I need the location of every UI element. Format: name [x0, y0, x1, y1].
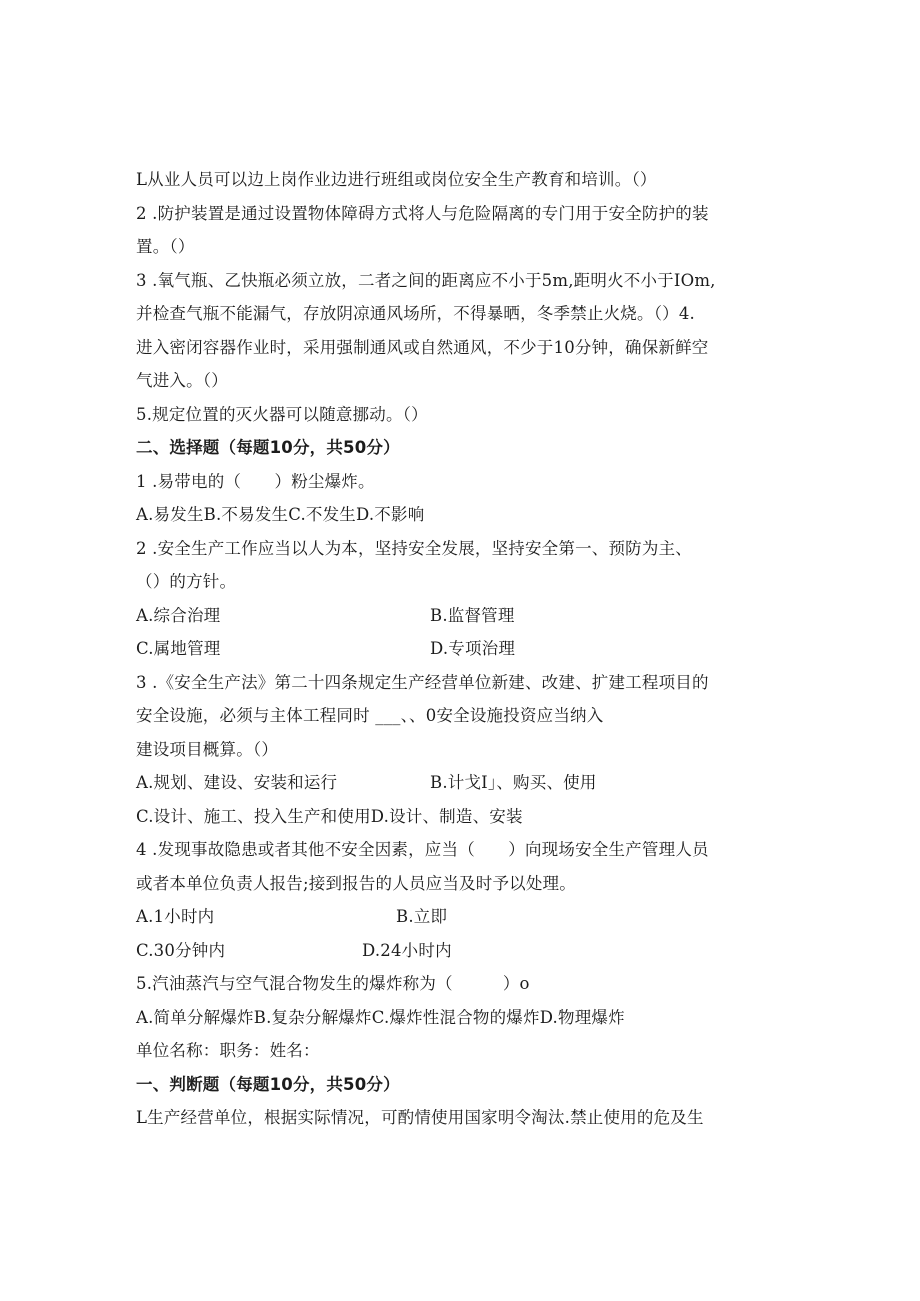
judgment-question-3-line-2: 并检查气瓶不能漏气，存放阴凉通风场所，不得暴晒，冬季禁止火烧。（）4. [136, 304, 695, 323]
judgment-question-5: 5.规定位置的灭火器可以随意挪动。（） [136, 404, 428, 424]
judgment-question-2-line-1: 2 .防护装置是通过设置物体障碍方式将人与危险隔离的专门用于安全防护的装 [136, 203, 709, 223]
option-a: A.综合治理 [136, 605, 221, 625]
option-c: C.属地管理 [136, 639, 221, 658]
judgment-question-4-line-2: 气进入。（） [136, 371, 228, 390]
choice-question-3-line-1: 3 .《安全生产法》第二十四条规定生产经营单位新建、改建、扩建工程项目的 [136, 672, 709, 692]
choice-question-3-line-3: 建设项目概算。（） [136, 739, 279, 759]
option-b: B.计戈I」、购买、使用 [430, 773, 597, 792]
choice-question-2-line-2: （）的方针。 [136, 572, 237, 591]
choice-question-3-options-ab [136, 766, 786, 800]
choice-question-4-options-ab [136, 900, 786, 934]
choice-question-3-line-2: 安全设施，必须与主体工程同时 ___、、0安全设施投资应当纳入 [136, 706, 604, 725]
judgment-question-3-line-1: 3 .氧气瓶、乙快瓶必须立放，二者之间的距离应不小于5m,距明火不小于IOm, [136, 270, 716, 290]
option-c: C.30分钟内 [136, 940, 226, 960]
option-d: D.专项治理 [430, 639, 516, 658]
judgment-question-1: L从业人员可以边上岗作业边进行班组或岗位安全生产教育和培训。（） [136, 170, 657, 189]
option-a: A.规划、建设、安装和运行 [136, 773, 338, 792]
choice-question-4-options-cd [136, 934, 786, 968]
info-line: 单位名称：职务：姓名： [136, 1041, 320, 1060]
judgment-section-heading: 一、判断题（每题10分，共50分） [136, 1074, 400, 1094]
option-a: A.1小时内 [136, 907, 215, 926]
choice-question-4-line-1: 4 .发现事故隐患或者其他不安全因素，应当（ ）向现场安全生产管理人员 [136, 840, 709, 859]
choice-section-heading: 二、选择题（每题10分，共50分） [136, 438, 400, 457]
judgment-question-4-line-1: 进入密闭容器作业时，采用强制通风或自然通风，不少于10分钟，确保新鲜空 [136, 337, 709, 357]
choice-question-3-options-cd: C.设计、施工、投入生产和使用D.设计、制造、安装 [136, 806, 523, 826]
choice-question-4-line-2: 或者本单位负责人报告;接到报告的人员应当及时予以处理。 [136, 873, 576, 893]
judgment-section-question-1: L生产经营单位，根据实际情况，可酌情使用国家明令淘汰.禁止使用的危及生 [136, 1108, 704, 1127]
option-b: B.立即 [396, 907, 448, 926]
judgment-question-2-line-2: 置。（） [136, 237, 195, 256]
choice-question-5-options: A.简单分解爆炸B.复杂分解爆炸C.爆炸性混合物的爆炸D.物理爆炸 [136, 1007, 625, 1027]
document-body [136, 163, 786, 1135]
option-b: B.监督管理 [430, 605, 515, 625]
option-d: D.24小时内 [362, 940, 452, 960]
choice-question-2-options-cd [136, 632, 786, 666]
choice-question-1: 1 .易带电的（ ）粉尘爆炸。 [136, 471, 375, 491]
choice-question-2-options-ab [136, 599, 786, 633]
choice-question-2-line-1: 2 .安全生产工作应当以人为本，坚持安全发展，坚持安全第一、预防为主、 [136, 538, 692, 558]
choice-question-1-options: A.易发生B.不易发生C.不发生D.不影响 [136, 505, 425, 524]
choice-question-5: 5.汽油蒸汽与空气混合物发生的爆炸称为（ ）o [136, 974, 530, 993]
